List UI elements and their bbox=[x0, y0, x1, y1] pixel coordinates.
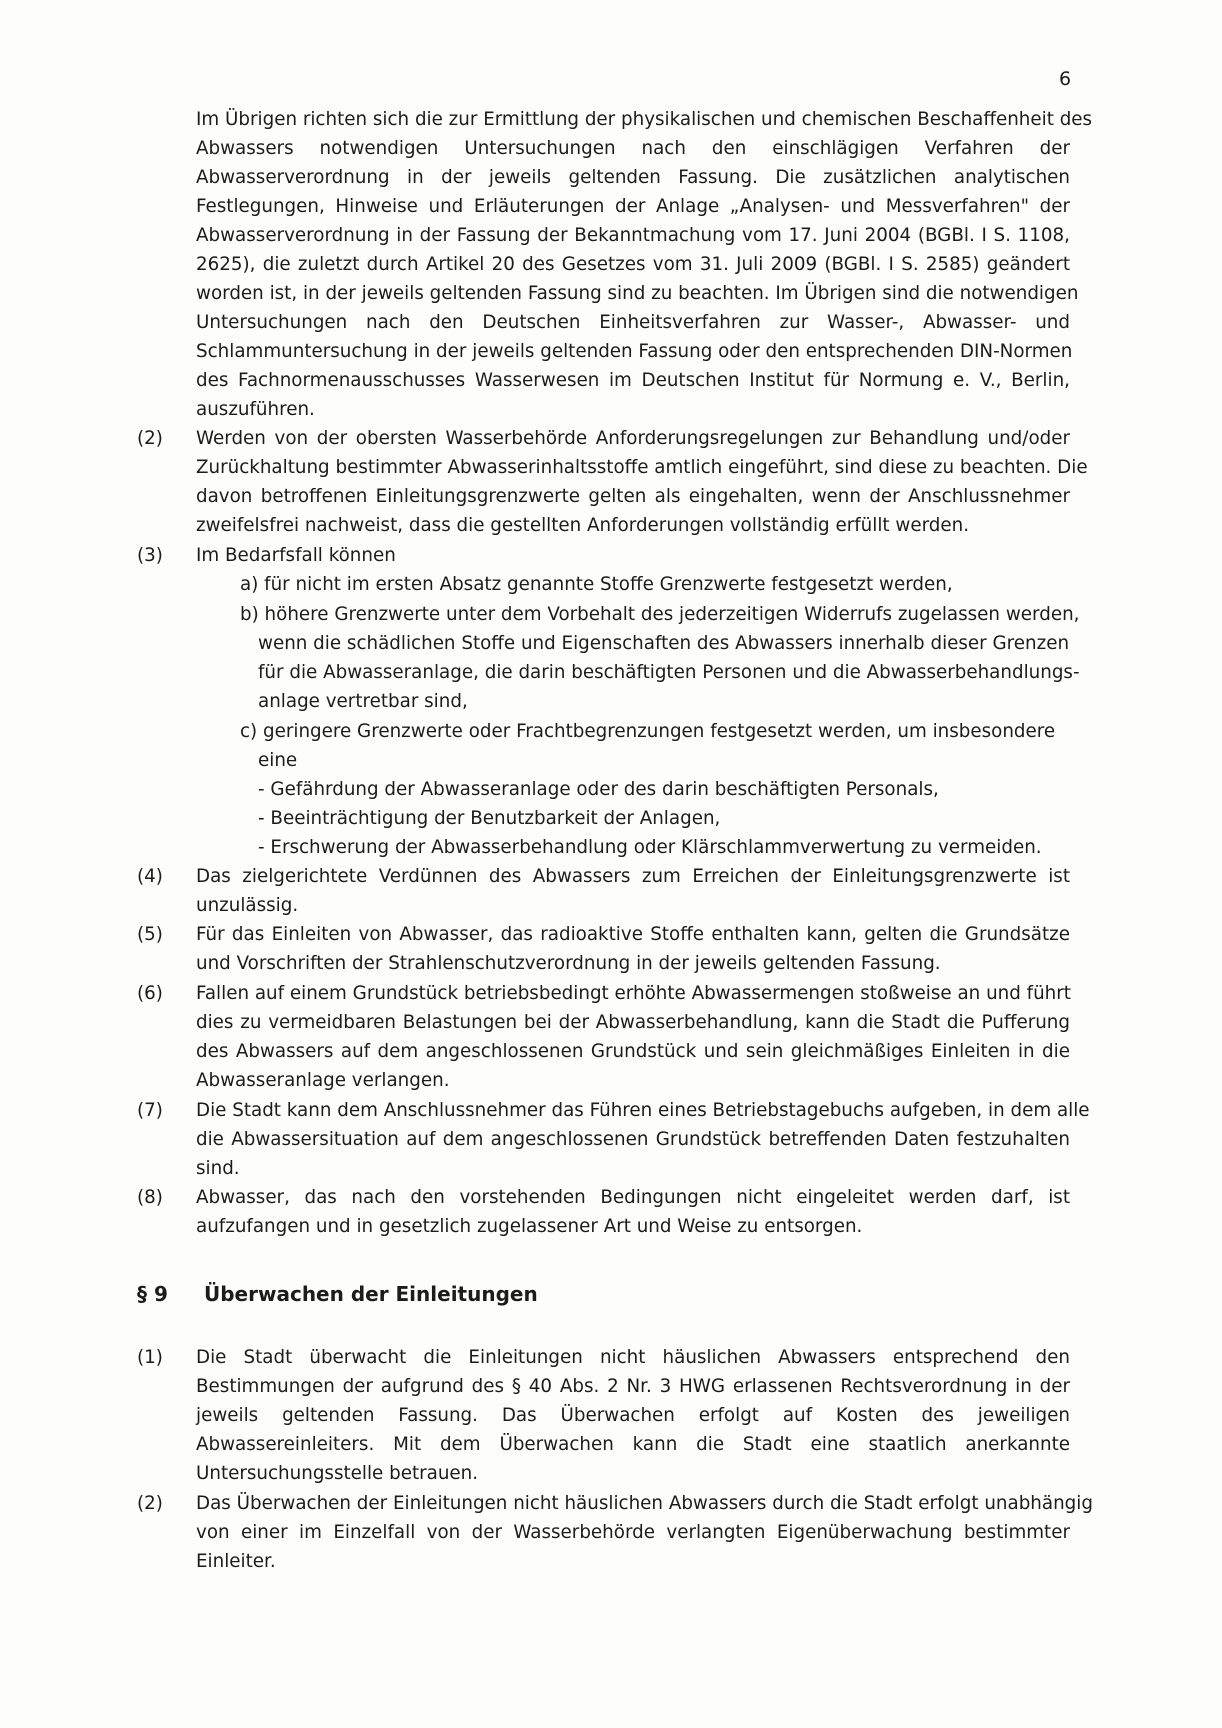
intro-line: Abwasserverordnung in der jeweils geltenden Fassung. Die zusätzlichen analytischen bbox=[196, 167, 1070, 188]
paragraph-line: des Abwassers auf dem angeschlossenen Grundstück und sein gleichmäßiges Einleiten in die bbox=[196, 1041, 1070, 1062]
page-number: 6 bbox=[1059, 68, 1072, 90]
paragraph-line: davon betroffenen Einleitungsgrenzwerte gelten als eingehalten, wenn der Anschlussnehmer bbox=[196, 486, 1070, 507]
dash-item: - Gefährdung der Abwasseranlage oder des darin beschäftigten Personals, bbox=[258, 779, 939, 800]
paragraph-line: jeweils geltenden Fassung. Das Überwachen erfolgt auf Kosten des jeweiligen bbox=[196, 1405, 1070, 1426]
paragraph-line: Das zielgerichtete Verdünnen des Abwassers zum Erreichen der Einleitungsgrenzwerte ist bbox=[196, 866, 1070, 887]
paragraph-line: zweifelsfrei nachweist, dass die gestellten Anforderungen vollständig erfüllt werden. bbox=[196, 515, 970, 536]
intro-line: Schlammuntersuchung in der jeweils geltenden Fassung oder den entsprechenden DIN-Normen bbox=[196, 341, 1073, 362]
paragraph-line: Im Bedarfsfall können bbox=[196, 545, 396, 566]
paragraph-line: Abwasseranlage verlangen. bbox=[196, 1070, 450, 1091]
paragraph-line: Die Stadt kann dem Anschlussnehmer das Führen eines Betriebstagebuchs aufgeben, in dem alle bbox=[196, 1100, 1090, 1121]
paragraph-number: (2) bbox=[137, 428, 163, 449]
intro-line: Festlegungen, Hinweise und Erläuterungen der Anlage „Analysen- und Messverfahren" der bbox=[196, 196, 1070, 217]
paragraph-line: von einer im Einzelfall von der Wasserbehörde verlangten Eigenüberwachung bestimmter bbox=[196, 1522, 1070, 1543]
paragraph-line: und Vorschriften der Strahlenschutzverordnung in der jeweils geltenden Fassung. bbox=[196, 953, 941, 974]
intro-line: 2625), die zuletzt durch Artikel 20 des Gesetzes vom 31. Juli 2009 (BGBl. I S. 2585) geändert bbox=[196, 254, 1070, 275]
intro-line: Im Übrigen richten sich die zur Ermittlung der physikalischen und chemischen Beschaffenheit des bbox=[196, 109, 1093, 130]
paragraph-line: Werden von der obersten Wasserbehörde Anforderungsregelungen zur Behandlung und/oder bbox=[196, 428, 1070, 449]
paragraph-line: Für das Einleiten von Abwasser, das radioaktive Stoffe enthalten kann, gelten die Grundsätze bbox=[196, 924, 1070, 945]
list-item-b: b) höhere Grenzwerte unter dem Vorbehalt des jederzeitigen Widerrufs zugelassen werden, bbox=[240, 604, 1080, 625]
paragraph-line: Die Stadt überwacht die Einleitungen nicht häuslichen Abwassers entsprechend den bbox=[196, 1347, 1070, 1368]
list-item-c: c) geringere Grenzwerte oder Frachtbegrenzungen festgesetzt werden, um insbesondere bbox=[240, 721, 1056, 742]
list-item-a: a) für nicht im ersten Absatz genannte Stoffe Grenzwerte festgesetzt werden, bbox=[240, 574, 953, 595]
paragraph-line: Abwasser, das nach den vorstehenden Bedingungen nicht eingeleitet werden darf, ist bbox=[196, 1187, 1070, 1208]
paragraph-line: Bestimmungen der aufgrund des § 40 Abs. 2 Nr. 3 HWG erlassenen Rechtsverordnung in der bbox=[196, 1376, 1070, 1397]
paragraph-line: unzulässig. bbox=[196, 895, 299, 916]
paragraph-number: (3) bbox=[137, 545, 163, 566]
dash-item: - Erschwerung der Abwasserbehandlung oder Klärschlammverwertung zu vermeiden. bbox=[258, 837, 1042, 858]
paragraph-line: Fallen auf einem Grundstück betriebsbedingt erhöhte Abwassermengen stoßweise an und führt bbox=[196, 983, 1071, 1004]
paragraph-number: (8) bbox=[137, 1187, 163, 1208]
paragraph-number: (5) bbox=[137, 924, 163, 945]
paragraph-line: dies zu vermeidbaren Belastungen bei der Abwasserbehandlung, kann die Stadt die Pufferung bbox=[196, 1012, 1070, 1033]
intro-line: worden ist, in der jeweils geltenden Fassung sind zu beachten. Im Übrigen sind die notwendigen bbox=[196, 283, 1079, 304]
intro-line: Abwassers notwendigen Untersuchungen nach den einschlägigen Verfahren der bbox=[196, 138, 1070, 159]
paragraph-number: (7) bbox=[137, 1100, 163, 1121]
paragraph-number: (1) bbox=[137, 1347, 163, 1368]
paragraph-line: Zurückhaltung bestimmter Abwasserinhaltsstoffe amtlich eingeführt, sind diese zu beachten. Die bbox=[196, 457, 1088, 478]
intro-line: Abwasserverordnung in der Fassung der Bekanntmachung vom 17. Juni 2004 (BGBl. I S. 1108, bbox=[196, 225, 1070, 246]
list-item-b-line: anlage vertretbar sind, bbox=[258, 691, 468, 712]
paragraph-line: Einleiter. bbox=[196, 1551, 276, 1572]
paragraph-line: Untersuchungsstelle betrauen. bbox=[196, 1463, 479, 1484]
intro-line: Untersuchungen nach den Deutschen Einheitsverfahren zur Wasser-, Abwasser- und bbox=[196, 312, 1070, 333]
intro-line: auszuführen. bbox=[196, 399, 315, 420]
paragraph-line: aufzufangen und in gesetzlich zugelassener Art und Weise zu entsorgen. bbox=[196, 1216, 863, 1237]
paragraph-number: (4) bbox=[137, 866, 163, 887]
paragraph-number: (2) bbox=[137, 1493, 163, 1514]
paragraph-number: (6) bbox=[137, 983, 163, 1004]
dash-item: - Beeinträchtigung der Benutzbarkeit der Anlagen, bbox=[258, 808, 721, 829]
paragraph-line: Abwassereinleiters. Mit dem Überwachen kann die Stadt eine staatlich anerkannte bbox=[196, 1434, 1070, 1455]
section-title: Überwachen der Einleitungen bbox=[204, 1282, 538, 1306]
paragraph-line: Das Überwachen der Einleitungen nicht häuslichen Abwassers durch die Stadt erfolgt unabhängig bbox=[196, 1493, 1093, 1514]
paragraph-line: die Abwassersituation auf dem angeschlossenen Grundstück betreffenden Daten festzuhalten bbox=[196, 1129, 1070, 1150]
section-number: § 9 bbox=[137, 1282, 168, 1306]
list-item-b-line: wenn die schädlichen Stoffe und Eigenschaften des Abwassers innerhalb dieser Grenzen bbox=[258, 633, 1070, 654]
intro-line: des Fachnormenausschusses Wasserwesen im Deutschen Institut für Normung e. V., Berlin, bbox=[196, 370, 1070, 391]
list-item-b-line: für die Abwasseranlage, die darin beschäftigten Personen und die Abwasserbehandlungs- bbox=[258, 662, 1080, 683]
list-item-c-line: eine bbox=[258, 750, 298, 771]
paragraph-line: sind. bbox=[196, 1158, 240, 1179]
